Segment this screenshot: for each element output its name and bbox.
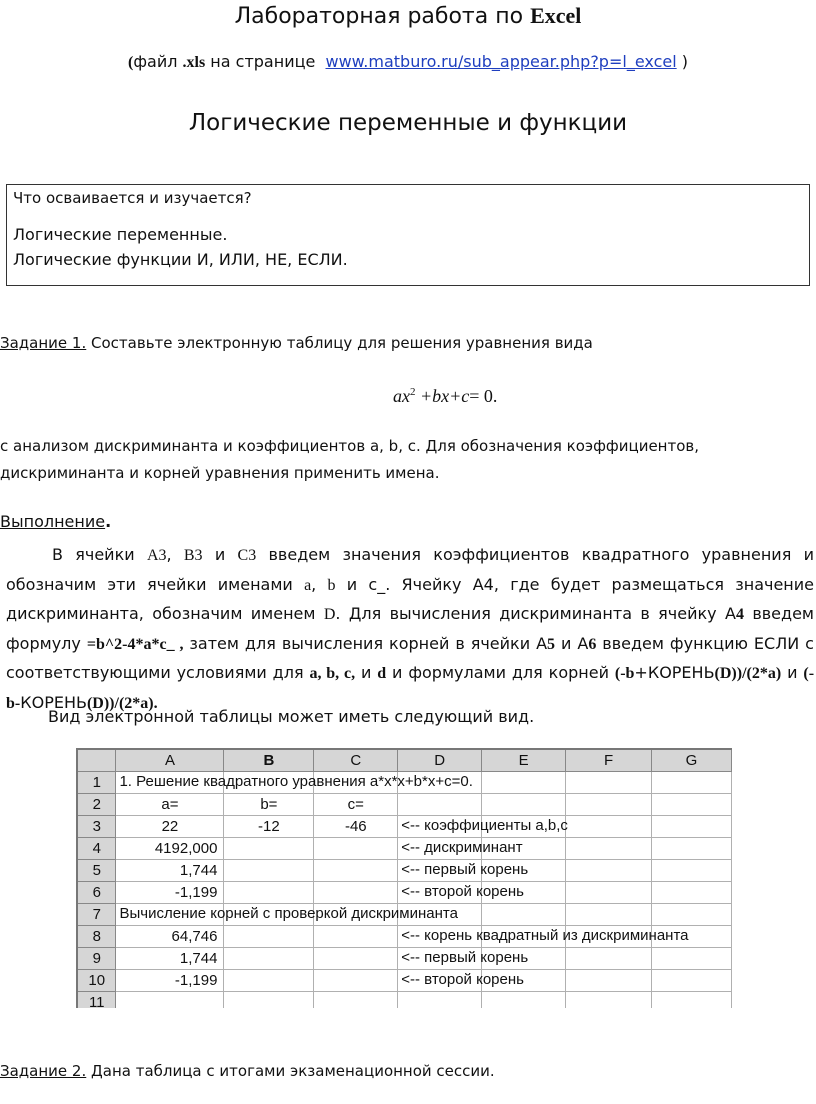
column-header[interactable]: F	[566, 750, 652, 772]
cell[interactable]: a=	[116, 794, 224, 816]
cell[interactable]	[398, 948, 529, 970]
cell-text: 1. Решение квадратного уравнения a*x*x+b*x+c=0.	[119, 773, 473, 790]
text-run: и	[202, 545, 238, 564]
root-formula-1: (-b	[614, 665, 635, 682]
title-app: Excel	[530, 3, 582, 28]
table-row	[78, 904, 732, 926]
name-ref: b	[327, 576, 336, 594]
task-2-text: Дана таблица с итогами экзаменационной сессии.	[91, 1062, 495, 1080]
cell[interactable]: -1,199	[116, 882, 224, 904]
cell[interactable]: -46	[314, 816, 398, 838]
cell[interactable]	[224, 992, 314, 1009]
cell[interactable]	[652, 794, 732, 816]
row-header[interactable]: 9	[78, 948, 116, 970]
row-header[interactable]: 10	[78, 970, 116, 992]
cell-text: <-- второй корень	[401, 883, 524, 900]
cell[interactable]: 1,744	[116, 948, 224, 970]
cell[interactable]: -12	[224, 816, 314, 838]
cell-text: Вычисление корней с проверкой дискриминанта	[119, 905, 458, 922]
root-formula-1: +КОРЕНЬ	[634, 663, 715, 682]
task-1-statement	[0, 334, 593, 352]
cell[interactable]	[566, 970, 652, 992]
cell[interactable]	[652, 772, 732, 794]
cell[interactable]	[116, 992, 224, 1009]
cell-ref: В3	[183, 547, 203, 564]
cell[interactable]	[224, 838, 314, 860]
cell[interactable]	[652, 860, 732, 882]
task-1-label: Задание 1.	[0, 334, 87, 352]
cell[interactable]	[398, 970, 524, 992]
table-row	[78, 882, 732, 904]
cell[interactable]	[398, 838, 523, 860]
column-header-row	[78, 750, 732, 772]
goals-question: Что осваивается и изучается?	[13, 189, 252, 207]
cell-text: <-- коэффициенты a,b,c	[401, 817, 568, 834]
table-intro: Вид электронной таблицы может иметь следующий вид.	[48, 707, 535, 726]
section-heading: Логические переменные и функции	[188, 110, 628, 136]
cell[interactable]	[314, 882, 398, 904]
cell[interactable]	[482, 772, 566, 794]
cell-text: <-- первый корень	[401, 861, 529, 878]
cell-text: <-- дискриминант	[401, 839, 523, 856]
source-link[interactable]: www.matburo.ru/sub_appear.php?p=l_excel	[325, 52, 677, 71]
cell[interactable]	[224, 882, 314, 904]
task-1-description	[0, 433, 800, 487]
row-header[interactable]: 11	[78, 992, 116, 1009]
on-page-text: на странице	[210, 52, 316, 71]
cell[interactable]	[224, 860, 314, 882]
table-row	[78, 794, 732, 816]
cell[interactable]	[566, 904, 652, 926]
text-run: . Для вычисления дискриминанта в ячейку А	[335, 604, 736, 623]
cell[interactable]	[398, 860, 529, 882]
cell[interactable]	[652, 970, 732, 992]
cell[interactable]	[652, 904, 732, 926]
cell[interactable]	[398, 882, 524, 904]
text-run: введем формулу	[6, 604, 815, 653]
cell[interactable]	[482, 904, 566, 926]
table-row	[78, 992, 732, 1009]
cell[interactable]	[314, 970, 398, 992]
text-run: и А	[555, 633, 589, 653]
file-reference	[0, 52, 816, 72]
spreadsheet-grid	[78, 750, 732, 1008]
formula-bx-c: +bx+c	[420, 386, 470, 406]
cell[interactable]: 22	[116, 816, 224, 838]
close-paren: )	[681, 52, 688, 71]
name-ref: a	[304, 576, 312, 594]
row-header[interactable]: 4	[78, 838, 116, 860]
solution-dot: .	[105, 512, 112, 531]
cell[interactable]	[566, 948, 652, 970]
text-run: В ячейки	[52, 545, 147, 564]
cell[interactable]	[314, 860, 398, 882]
file-extension: .xls	[182, 54, 206, 71]
text-run: и	[355, 663, 378, 682]
cell[interactable]	[398, 926, 689, 948]
cell[interactable]: b=	[224, 794, 314, 816]
row-header[interactable]: 5	[78, 860, 116, 882]
cell[interactable]	[224, 970, 314, 992]
learning-goals-box	[6, 184, 810, 286]
solution-heading	[0, 512, 111, 531]
column-header[interactable]: G	[652, 750, 732, 772]
cell-text: <-- второй корень	[401, 971, 524, 988]
row-header[interactable]: 7	[78, 904, 116, 926]
cell[interactable]	[652, 948, 732, 970]
cell-text: <-- первый корень	[401, 949, 529, 966]
cell-text: <-- корень квадратный из дискриминанта	[401, 927, 689, 944]
cell[interactable]: 4192,000	[116, 838, 224, 860]
column-header[interactable]: E	[482, 750, 566, 772]
cell[interactable]	[652, 816, 732, 838]
file-word: файл	[133, 52, 178, 71]
task-1-desc-line-1: с анализом дискриминанта и коэффициентов a, b, c. Для обозначения коэффициентов,	[0, 437, 700, 455]
cell[interactable]	[116, 904, 458, 926]
cell[interactable]	[314, 838, 398, 860]
table-row	[78, 860, 732, 882]
quadratic-equation	[393, 386, 497, 407]
text-run: и	[781, 663, 804, 682]
table-row	[78, 926, 732, 948]
text-run: введем функцию ЕСЛИ с соответствующими условиями для	[6, 633, 814, 682]
cell[interactable]	[482, 794, 566, 816]
row-header[interactable]: 8	[78, 926, 116, 948]
root-formula-2: КОРЕНЬ	[20, 692, 87, 712]
cell[interactable]	[398, 992, 482, 1009]
cell[interactable]	[566, 992, 652, 1009]
formula-equals: = 0.	[469, 386, 498, 406]
table-row	[78, 970, 732, 992]
column-header[interactable]: B	[224, 750, 314, 772]
table-row	[78, 816, 732, 838]
cell[interactable]	[566, 794, 652, 816]
cell[interactable]: 1,744	[116, 860, 224, 882]
cell[interactable]	[652, 992, 732, 1009]
cell-number: 6	[588, 635, 597, 653]
column-header[interactable]: D	[398, 750, 482, 772]
cell[interactable]	[116, 772, 473, 794]
task-1-desc-line-2: дискриминанта и корней уравнения применить имена.	[0, 464, 440, 482]
cell[interactable]: 64,746	[116, 926, 224, 948]
row-header[interactable]: 3	[78, 816, 116, 838]
formula-power: 2	[410, 386, 416, 398]
goals-line-2: Логические функции И, ИЛИ, НЕ, ЕСЛИ.	[13, 250, 348, 269]
cell[interactable]	[566, 882, 652, 904]
cell[interactable]	[314, 992, 398, 1009]
cell[interactable]	[224, 926, 314, 948]
cell[interactable]: -1,199	[116, 970, 224, 992]
table-row	[78, 838, 732, 860]
open-paren: (	[128, 54, 134, 71]
cell[interactable]	[652, 838, 732, 860]
text-run: и c_. Ячейку А4, где будет размещаться значение дискриминанта, обозначим именем	[6, 574, 815, 623]
task-2-statement	[0, 1062, 495, 1080]
cell[interactable]	[566, 860, 652, 882]
cell[interactable]	[566, 772, 652, 794]
discriminant-formula: =b^2-4*a*c_ ,	[86, 635, 184, 653]
text-run: ,	[311, 574, 328, 594]
goals-line-1: Логические переменные.	[13, 225, 228, 244]
cell[interactable]	[398, 794, 482, 816]
row-header[interactable]: 6	[78, 882, 116, 904]
solution-paragraph	[6, 541, 814, 718]
cell-ref: С3	[237, 547, 257, 564]
page-title	[0, 3, 816, 29]
text-run: введем значения коэффициентов квадратного уравнения и обозначим эти ячейки именами	[6, 545, 815, 594]
table-row	[78, 772, 732, 794]
text-run: ,	[166, 545, 184, 564]
variables: a, b, c,	[309, 665, 356, 682]
column-header[interactable]: C	[314, 750, 398, 772]
solution-label: Выполнение	[0, 512, 106, 531]
task-2-label: Задание 2.	[0, 1062, 87, 1080]
name-ref: D	[323, 606, 336, 623]
task-1-text: Составьте электронную таблицу для решения уравнения вида	[91, 334, 593, 352]
text-run: затем для вычисления корней в ячейки А	[183, 633, 548, 653]
cell[interactable]	[482, 992, 566, 1009]
root-formula-2: (-b-	[6, 665, 815, 712]
cell[interactable]: c=	[314, 794, 398, 816]
row-header[interactable]: 1	[78, 772, 116, 794]
root-formula-1: (D))/(2*a)	[714, 665, 782, 682]
cell[interactable]	[566, 838, 652, 860]
cell-number: 5	[547, 635, 556, 653]
root-formula-2: (D))/(2*a).	[86, 694, 158, 712]
column-header[interactable]: A	[116, 750, 224, 772]
cell[interactable]	[224, 948, 314, 970]
cell[interactable]	[398, 816, 568, 838]
cell-number: 4	[735, 606, 744, 623]
cell-ref: А3	[146, 547, 167, 564]
cell[interactable]	[314, 948, 398, 970]
text-run: и формулами для корней	[386, 663, 615, 682]
row-header[interactable]: 2	[78, 794, 116, 816]
formula-ax: ax	[393, 386, 410, 406]
cell[interactable]	[566, 816, 652, 838]
table-row	[78, 948, 732, 970]
title-prefix: Лабораторная работа по	[234, 4, 524, 29]
variable-d: d	[377, 665, 387, 682]
select-all-corner[interactable]	[78, 750, 116, 772]
cell[interactable]	[652, 882, 732, 904]
cell[interactable]	[314, 926, 398, 948]
spreadsheet	[76, 748, 732, 1008]
